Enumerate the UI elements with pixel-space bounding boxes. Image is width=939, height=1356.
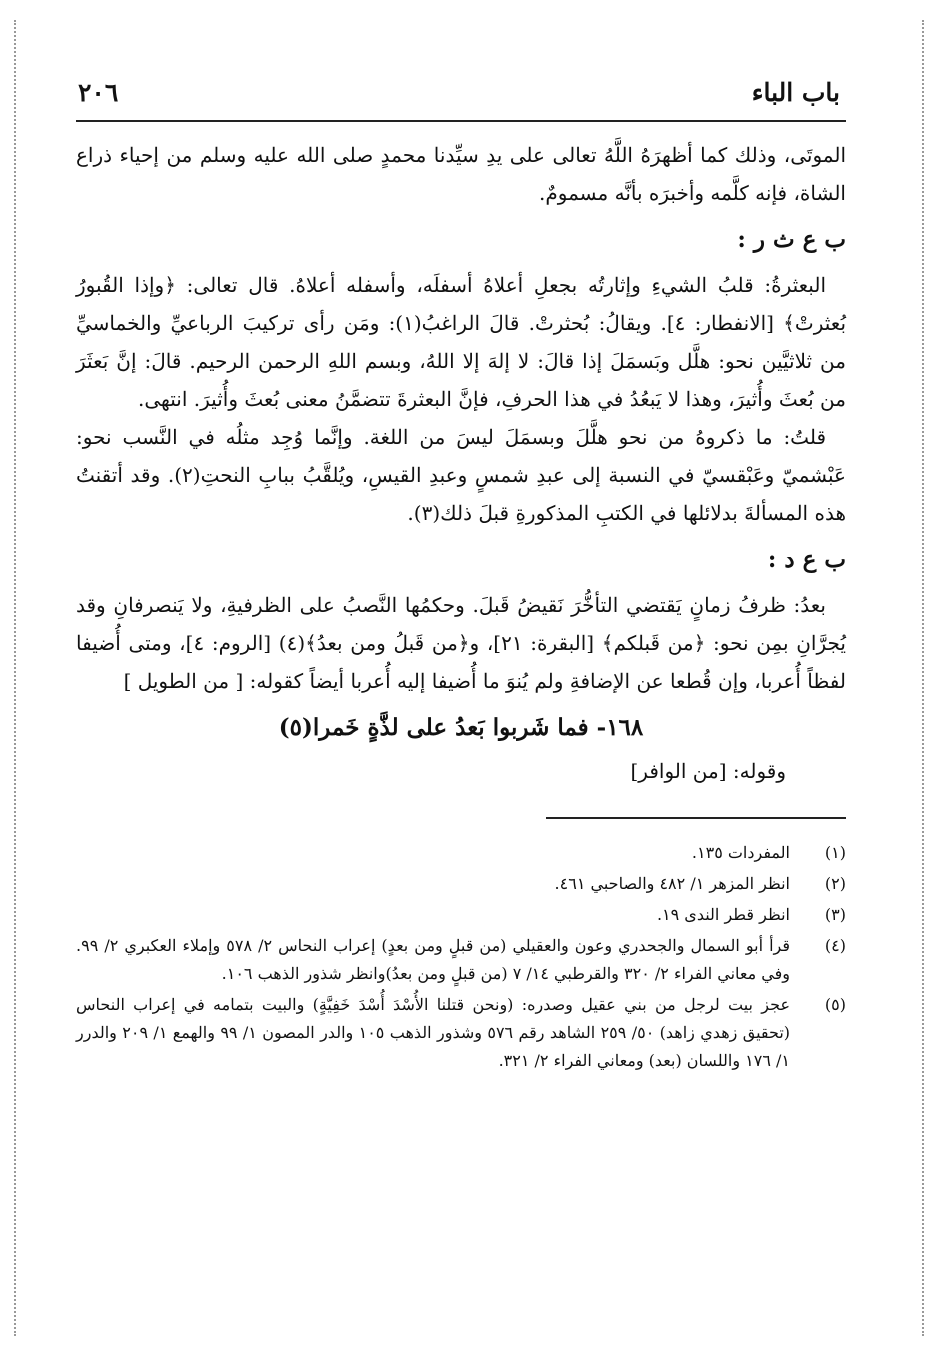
page-header: [76, 60, 846, 122]
baathar-paragraph-1: البعثرةُ: قلبُ الشيءِ وإثارتُه بجعلِ أعلاهُ أسفلَه، وأسفله أعلاهُ. قال تعالى: ﴿وإذا القُبورُ بُعثرتْ﴾ [الانفطار: ٤]. ويقالُ: بُحثرتْ. قالَ الراغبُ(١): ومَن رأى تركيبَ الرباعيِّ والخماسيِّ من ثلاثيَّين نحو: هلَّل وبَسمَلَ إذا قالَ: لا إلهَ إلا اللهُ، وبسم اللهِ الرحمن الرحيم. قالَ: إنَّ بَعثَرَ من بُعثَ وأُثيرَ، وهذا لا يَبعُدُ في هذا الحرفِ، فإنَّ البعثرةَ تتضمَّنُ معنى بُعثَ وأُثيرَ. انتهى.: [76, 273, 847, 411]
page: [76, 60, 846, 1078]
page-number: ٢٠٦: [78, 78, 119, 107]
footnote-number: (٥): [824, 995, 846, 1014]
root-heading-baad: ب ع د :: [767, 546, 846, 573]
right-dotted-border: [922, 20, 924, 1336]
baathar-paragraph-2: قلتُ: ما ذكروهُ من نحو هلَّلَ وبسمَلَ ليسَ من اللغة. وإنَّما وُجِد مثلُه في النَّسب نحو: عَبْشميّ وعَبْقسيّ في النسبة إلى عبدِ شمسٍ وعبدِ القيسِ، ويُلقَّبُ ببابِ النحتِ(٢). وقد أتقنتُ هذه المسألةَ بدلائلها في الكتبِ المذكورةِ قبلَ ذلك(٣).: [76, 425, 846, 525]
footnote: [76, 839, 846, 867]
left-dotted-border: [14, 20, 16, 1336]
chapter-title: باب الباء: [751, 78, 840, 107]
footnote: [76, 991, 846, 1075]
intro-paragraph: الموتَى، وذلك كما أظهرَهُ اللَّهُ تعالى على يدِ سيِّدنا محمدٍ صلى الله عليه وسلم من إحياء ذراع الشاة، فإنه كلَّمه وأخبرَه بأنَّه مسمومٌ.: [76, 143, 846, 205]
verse-168: ١٦٨- فما شَربوا بَعدُ على لذَّةٍ خَمرا(٥): [278, 714, 644, 741]
footnote-text: عجز بيت لرجل من بني عقيل وصدره: (ونحن قتلنا الأُسْدَ أُسْدَ خَفِيَّةٍ) والبيت بتمامه في إعراب النحاس (تحقيق زهدي زاهد) ٥٠/ ٢٥٩ الشاهد رقم ٥٧٦ وشذور الذهب ١٠٥ والدر المصون ١/ ٩٩ والهمع ١/ ٢٠٩ والدرر ١/ ١٧٦ واللسان (بعد) ومعاني الفراء ٢/ ٣٢١.: [76, 995, 791, 1070]
footnote-number: (١): [824, 843, 846, 862]
footnote: [76, 870, 846, 898]
footnote-number: (٢): [824, 874, 846, 893]
footnotes: [76, 839, 846, 1075]
footnote-text: انظر المزهر ١/ ٤٨٢ والصاحبي ٤٦١.: [554, 874, 790, 893]
footnote-text: المفردات ١٣٥.: [691, 843, 790, 862]
footnote-text: انظر قطر الندى ١٩.: [656, 905, 790, 924]
page-body: [76, 136, 846, 791]
footnote-text: قرأ أبو السمال والجحدري وعون والعقيلي (من قبلٍ ومن بعدٍ) إعراب النحاس ٢/ ٥٧٨ وإملاء العكبري ٢/ ٩٩. وفي معاني الفراء ٢/ ٣٢٠ والقرطبي ١٤/ ٧ (من قبلٍ ومن بعدُ)وانظر شذور الذهب ١٠٦.: [76, 936, 791, 983]
root-heading-baathar: ب ع ث ر :: [737, 226, 846, 253]
verse-intro: وقوله: [من الوافر]: [630, 759, 786, 783]
footnote-number: (٤): [824, 936, 846, 955]
baad-paragraph-1: بعدُ: ظرفُ زمانٍ يَقتضي التأخُّرَ نَقيضُ قَبلَ. وحكمُها النَّصبُ على الظرفيةِ، ولا يَنصرفانِ وقد يُجرَّانِ بمِن نحو: ﴿من قَبلكم﴾ [البقرة: ٢١]، و﴿من قَبلُ ومن بعدُ﴾(٤) [الروم: ٤]، ومتى أُضيفا لفظاً أُعربا، وإن قُطعا عن الإضافةِ ولم يُنوَ ما أُضيفا إليه أُعربا أيضاً كقوله: [ من الطويل ]: [76, 593, 846, 693]
footnote: [76, 901, 846, 929]
footnote-separator: [546, 817, 846, 819]
footnote: [76, 932, 846, 988]
footnote-number: (٣): [824, 905, 846, 924]
